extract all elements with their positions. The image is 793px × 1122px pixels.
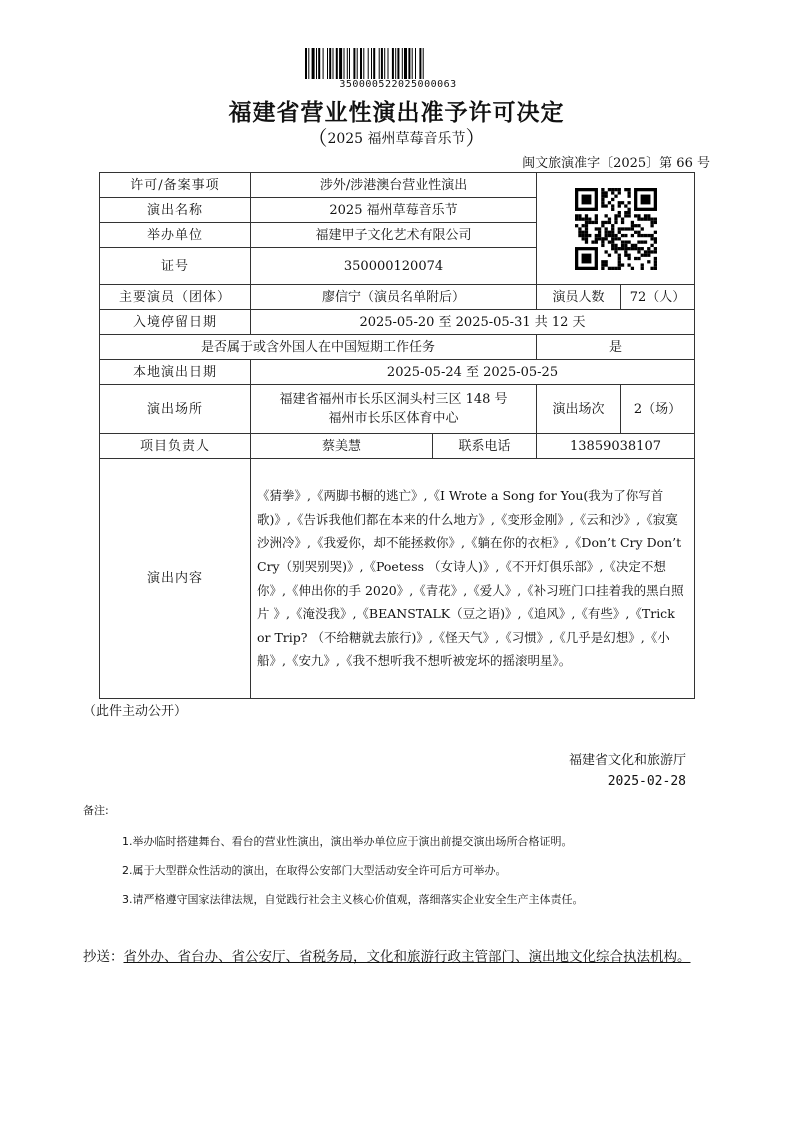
phone-value: 13859038107 [537,434,695,459]
subtitle-open-paren: （ [307,126,328,150]
short-term-work-label: 是否属于或含外国人在中国短期工作任务 [100,335,537,360]
document-number: 闽文旅演准字〔2025〕第 66 号 [522,156,710,171]
local-dates-label: 本地演出日期 [100,360,251,385]
sessions-label: 演出场次 [537,385,621,434]
table-row [100,385,695,434]
performer-value: 廖信宁（演员名单附后） [251,285,537,310]
cc-section [83,945,718,970]
short-term-work-value: 是 [537,335,695,360]
issue-date: 2025-02-28 [607,774,686,789]
permit-type-value: 涉外/涉港澳台营业性演出 [251,173,537,198]
barcode [305,48,491,79]
performer-label: 主要演员（团体） [100,285,251,310]
cert-label: 证号 [100,248,251,285]
table-row [100,310,695,335]
subtitle-text: 2025 福州草莓音乐节 [327,131,466,147]
venue-address: 福建省福州市长乐区洞头村三区 148 号 [279,392,508,407]
venue-name: 福州市长乐区体育中心 [328,411,459,426]
table-row [100,434,695,459]
remark-item: 1.举办临时搭建舞台、看台的营业性演出，演出举办单位应于演出前提交演出场所合格证明。 [122,835,573,848]
content-value: 《猜拳》,《两脚书橱的逃亡》,《I Wrote a Song for You(我为了你写首歌)》,《告诉我他们都在本来的什么地方》,《变形金刚》,《云和沙》,《寂寞沙洲冷》,《我爱你，却不能拯救你》,《躺在你的衣柜》,《Don’t Cry Don’t Cry（别哭别哭)》,《Poetess （女诗人)》,《不开灯俱乐部》,《决定不想你》,《伸出你的手 2020》,《青花》,《爱人》,《补习班门口挂着我的黑白照片 》,《淹没我》,《BEANSTALK（豆之语)》,《追风》,《有些》,《Trick or Trip? （不给糖就去旅行)》,《怪天气》,《习惯》,《几乎是幻想》,《小船》,《安九》,《我不想听我不想听被宠坏的摇滚明星》。 [251,459,695,699]
issuing-authority: 福建省文化和旅游厅 [568,753,686,768]
cc-label: 抄送： [83,949,124,965]
permit-type-label: 许可/备案事项 [100,173,251,198]
manager-value: 蔡美慧 [251,434,433,459]
sessions-value: 2（场） [621,385,695,434]
manager-label: 项目负责人 [100,434,251,459]
phone-label: 联系电话 [433,434,537,459]
qr-code [575,188,657,270]
public-disclosure-note: （此件主动公开） [83,704,188,719]
show-name-label: 演出名称 [100,198,251,223]
performer-count-value: 72（人） [621,285,695,310]
organizer-value: 福建甲子文化艺术有限公司 [251,223,537,248]
stay-dates-value: 2025-05-20 至 2025-05-31 共 12 天 [251,310,695,335]
remarks-title: 备注: [83,804,109,817]
cc-recipients: 省外办、省台办、省公安厅、省税务局，文化和旅游行政主管部门、演出地文化综合执法机构。 [123,949,691,965]
subtitle-close-paren: ） [465,126,486,150]
table-row [100,459,695,699]
venue-value [251,385,537,434]
organizer-label: 举办单位 [100,223,251,248]
permit-table [99,172,695,699]
document-subtitle [0,122,793,151]
document-title: 福建省营业性演出准予许可决定 [228,99,565,126]
remark-item: 3.请严格遵守国家法律法规，自觉践行社会主义核心价值观，落细落实企业安全生产主体责任。 [122,893,584,906]
show-name-value: 2025 福州草莓音乐节 [251,198,537,223]
table-row [100,285,695,310]
table-row [100,335,695,360]
content-label: 演出内容 [100,459,251,699]
table-row [100,173,695,198]
table-row [100,360,695,385]
stay-dates-label: 入境停留日期 [100,310,251,335]
venue-label: 演出场所 [100,385,251,434]
remark-item: 2.属于大型群众性活动的演出，在取得公安部门大型活动安全许可后方可举办。 [122,864,507,877]
barcode-number: 350000522025000063 [339,79,457,90]
qr-code-cell [537,173,695,285]
performer-count-label: 演员人数 [537,285,621,310]
local-dates-value: 2025-05-24 至 2025-05-25 [251,360,695,385]
cert-value: 350000120074 [251,248,537,285]
